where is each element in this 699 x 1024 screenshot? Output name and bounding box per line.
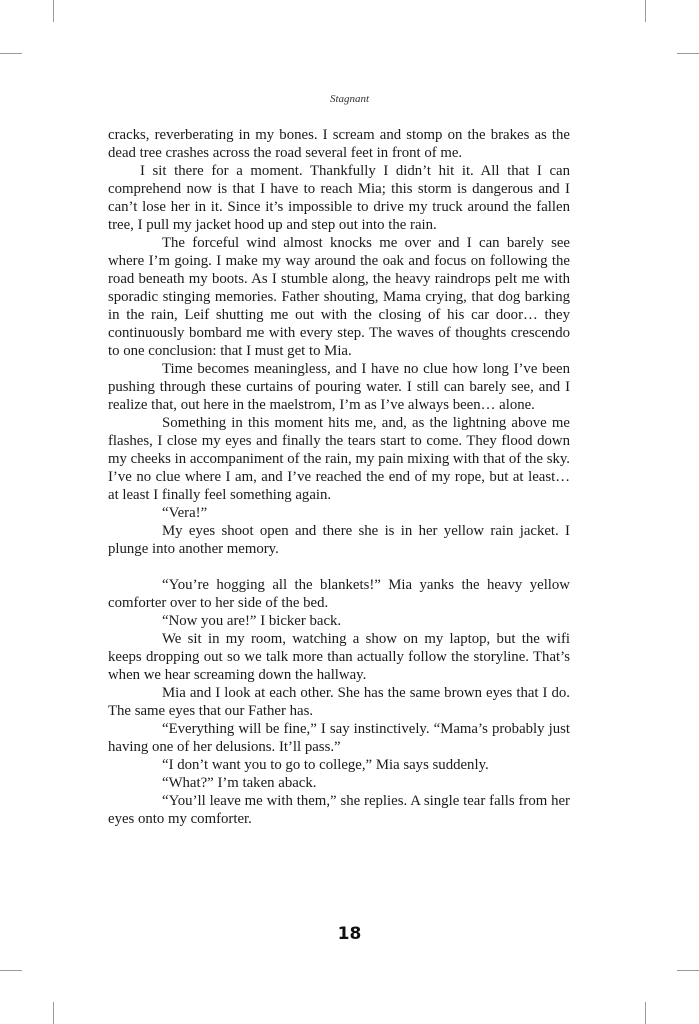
paragraph: The forceful wind almost knocks me over and I can barely see where I’m going. I make my way around the oak and focus on following the road beneath my boots. As I stumble along, the heavy raindrops pelt me with sporadic stinging memories. Father shouting, Mama crying, that dog barking in the rain, Leif shutting me out with the closing of his car door… they continuously bombard me with every step. The waves of thoughts crescendo to one conclusion: that I must get to Mia. <box>108 235 570 359</box>
paragraph: “What?” I’m taken aback. <box>162 775 317 791</box>
paragraph: Something in this moment hits me, and, as the lightning above me flashes, I close my eyes and finally the tears start to come. They flood down my cheeks in accompaniment of the rain, my pain mixing with that of the sky. I’ve no clue where I am, and I’ve reached the end of my rope, but at least… at least I finally feel something again. <box>108 415 570 503</box>
paragraph: Time becomes meaningless, and I have no clue how long I’ve been pushing through these curtains of pouring water. I still can barely see, and I realize that, out here in the maelstrom, I’m as I’ve always been… alone. <box>108 361 570 413</box>
page-number: 18 <box>337 924 362 944</box>
crop-mark <box>53 1002 54 1024</box>
crop-mark <box>677 53 699 54</box>
paragraph: “Vera!” <box>162 505 208 521</box>
paragraph: “You’re hogging all the blankets!” Mia yanks the heavy yellow comforter over to her side of the bed. <box>108 577 570 611</box>
paragraph: cracks, reverberating in my bones. I scream and stomp on the brakes as the dead tree crashes across the road several feet in front of me. <box>108 127 570 161</box>
paragraph: “Now you are!” I bicker back. <box>162 613 342 629</box>
crop-mark <box>0 970 22 971</box>
paragraph: “Everything will be fine,” I say instinctively. “Mama’s probably just having one of her delusions. It’ll pass.” <box>108 721 570 755</box>
paragraph: We sit in my room, watching a show on my laptop, but the wifi keeps dropping out so we talk more than actually follow the storyline. That’s when we hear screaming down the hallway. <box>108 631 570 683</box>
running-header: Stagnant <box>329 93 370 105</box>
paragraph: “You’ll leave me with them,” she replies. A single tear falls from her eyes onto my comforter. <box>108 793 570 827</box>
crop-mark <box>645 0 646 22</box>
paragraph: I sit there for a moment. Thankfully I didn’t hit it. All that I can comprehend now is that I have to reach Mia; this storm is dangerous and I can’t lose her in it. Since it’s impossible to drive my truck around the fallen tree, I pull my jacket hood up and step out into the rain. <box>108 163 570 233</box>
crop-mark <box>0 53 22 54</box>
scene-break <box>108 558 570 576</box>
crop-mark <box>53 0 54 22</box>
body-text <box>108 126 570 828</box>
crop-mark <box>677 970 699 971</box>
paragraph: Mia and I look at each other. She has the same brown eyes that I do. The same eyes that our Father has. <box>108 685 570 719</box>
paragraph: My eyes shoot open and there she is in her yellow rain jacket. I plunge into another memory. <box>108 523 570 557</box>
paragraph: “I don’t want you to go to college,” Mia says suddenly. <box>162 757 489 773</box>
crop-mark <box>645 1002 646 1024</box>
